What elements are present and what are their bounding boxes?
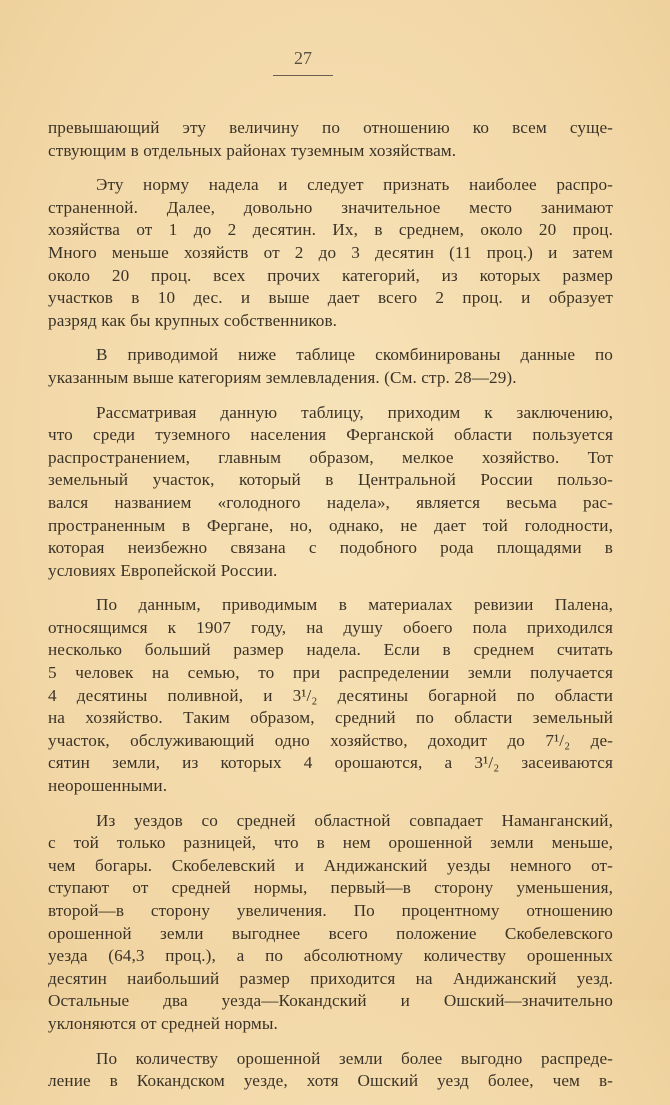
text-line: земельный участок, который в Центральной России пользо- [48,470,613,490]
text-line: ступают от средней нормы, первый—в сторону уменьшения, [48,878,613,898]
text-line: Рассматривая данную таблицу, приходим к заключению, [96,402,613,422]
text-line: распространением, главным образом, мелкое хозяйство. Тот [48,447,613,467]
paragraph [48,810,613,1036]
text-line: 5 человек на семью, то при распределении земли получается [48,663,613,683]
text-line: чем богары. Скобелевский и Андижанский уезды немного от- [48,855,613,875]
text-line: хозяйства от 1 до 2 десятин. Их, в среднем, около 20 проц. [48,220,613,240]
paragraph [48,174,613,332]
text-line: По данным, приводимым в материалах ревизии Палена, [96,595,613,615]
text-line: Много меньше хозяйств от 2 до 3 десятин (11 проц.) и затем [48,242,613,262]
text-line: уезда (64,3 проц.), а по абсолютному количеству орошенных [48,946,613,966]
text-line: неорошенными. [48,776,168,796]
text-line: участок, обслуживающий одно хозяйство, доходит до 7¹/₂ де- [48,730,613,750]
text-line: Остальные два уезда—Кокандский и Ошский—значительно [48,991,613,1011]
text-line: сятин земли, из которых 4 орошаются, а 3¹/₂ засеиваются [48,753,613,773]
text-line: условиях Европейской России. [48,560,278,580]
text-line: ствующим в отдельных районах туземным хозяйствам. [48,140,457,160]
text-line: участков в 10 дес. и выше дает всего 2 проц. и образует [48,288,613,308]
text-line: пространенным в Фергане, но, однако, не дает той голодности, [48,515,613,535]
text-line: страненной. Далее, довольно значительное место занимают [48,197,613,217]
text-line: которая неизбежно связана с подобного рода площадями в [48,538,613,558]
text-line: относящимся к 1907 году, на душу обоего пола приходился [48,617,613,637]
text-line: превышающий эту величину по отношению ко всем суще- [48,118,613,137]
paragraph [48,402,613,583]
text-line: орошенной земли выгоднее всего положение Скобелевского [48,923,613,943]
text-line: В приводимой ниже таблице скомбинированы данные по [96,345,613,365]
text-line: Эту норму надела и следует признать наиболее распро- [96,175,613,195]
text-line: ление в Кокандском уезде, хотя Ошский уезд более, чем в- [48,1071,613,1091]
text-line: уклоняются от средней нормы. [48,1013,278,1033]
text-line: Из уездов со средней областной совпадает Наманганский, [96,810,613,830]
text-line: разряд как бы крупных собственников. [48,310,338,330]
text-line: По количеству орошенной земли более выгодно распреде- [96,1048,613,1068]
paragraph [48,344,613,389]
text-line: несколько больший размер надела. Если в среднем считать [48,640,613,660]
paragraph [48,117,613,162]
text-line: второй—в сторону увеличения. По процентному отношению [48,901,613,920]
text-line: около 20 проц. всех прочих категорий, из которых размер [48,265,613,285]
text-line: на хозяйство. Таким образом, средний по области земельный [48,708,613,728]
text-line: десятин наибольший размер приходится на Андижанский уезд. [48,968,613,988]
paragraph [48,594,613,797]
text-line: указанным выше категориям землевладения. (См. стр. 28—29). [48,367,517,387]
body-text [48,117,613,1105]
page-number-rule [273,75,333,76]
paragraph [48,1048,613,1093]
text-line: вался названием «голодного надела», является весьма рас- [48,492,613,512]
text-line: что среди туземного населения Ферганской области пользуется [48,425,613,445]
page-number: 27 [294,48,312,68]
text-line: с той только разницей, что в нем орошенной земли меньше, [48,833,613,853]
text-line: 4 десятины поливной, и 3¹/₂ десятины богарной по области [48,685,613,705]
